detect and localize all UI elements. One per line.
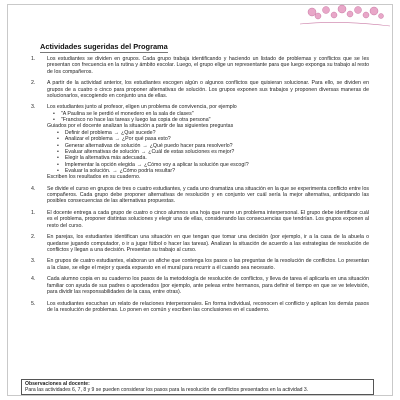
flower-icon xyxy=(308,5,384,19)
item-text: En parejas, los estudiantes identifican una situación en que tengan que tomar una decisión (por ejemplo, ir a la casa de la abuela o quedarse jugando computador, o ir a jugar fútbol o hacer las tareas). Analizan la situación de acuerdo a las estrategias de resolución de conflictos y llegan a una decisión. Presentan su trabajo al curso. xyxy=(47,234,369,253)
example-quote: • "A Paulina se le perdió el monedero en la sala de clases" xyxy=(53,111,369,117)
item-number: 4. xyxy=(31,185,36,192)
item-number: 2. xyxy=(31,80,36,87)
list-item xyxy=(27,210,369,229)
teacher-notes-title: Observaciones al docente: xyxy=(25,381,90,387)
teacher-notes-text: Para las actividades 6, 7, 8 y 9 se pueden considerar los pasos para la resolución de conflictos presentados en la actividad 3. xyxy=(25,387,309,393)
question-item: • Analizar el problema → ¿Por qué pasa esto? xyxy=(57,136,369,142)
item-number: 1. xyxy=(31,56,36,62)
arrow-icon: → xyxy=(142,142,148,149)
list-item xyxy=(27,186,369,205)
list-item-convivencia xyxy=(27,104,369,180)
list-item xyxy=(27,56,369,75)
activities-list xyxy=(27,56,369,318)
list-item xyxy=(27,301,369,314)
item-intro: Los estudiantes junto al profesor, eligen un problema de convivencia, por ejemplo xyxy=(47,104,237,111)
guide-text: Guiados por el docente analizan la situación a partir de las siguientes preguntas xyxy=(47,123,234,130)
list-item xyxy=(27,276,369,295)
arrow-icon: → xyxy=(136,161,143,168)
list-item xyxy=(27,80,369,99)
item-text: A partir de la actividad anterior, los estudiantes escogen algún o algunos conflictos que quisieran solucionar. Para ello, se dividen en grupos de a cuatro o cinco para proponer alternativas de solución. Los grupos exponen sus trabajos y proponen diversas maneras de solucionarlos, escogiendo en conjunto una de ellas. xyxy=(47,80,369,99)
arrow-icon: → xyxy=(113,129,120,136)
question-item: • Elegir la alternativa más adecuada. xyxy=(57,155,369,161)
item-text: Los estudiantes escuchan un relato de relaciones interpersonales. En forma individual, reconocen el conflicto y aplican los demás pasos de la resolución de problemas. Lo ponen en común y escriben las conclusiones en el cuaderno. xyxy=(47,300,369,313)
item-number: 1. xyxy=(31,209,36,216)
item-text: Se divide el curso en grupos de tres o cuatro estudiantes, y cada uno dramatiza una situación en la que se experimenta conflicto entre los compañeros. Cada grupo debe proponer alternativas de resolución y en conjunto ver cuál sería la mejor alternativa, anticipando las posibles consecuencias de las alternativas propuestas. xyxy=(47,185,369,205)
list-item xyxy=(27,234,369,253)
item-text: Los estudiantes se dividen en grupos. Cada grupo trabaja identificando y haciendo un listado de problemas y conflictos que se les presentan con frecuencia en la rutina y ámbito escolar. Luego, el grupo elige un representante para que luego exponga su trabajo al resto de los compañeros. xyxy=(47,56,369,75)
arrow-icon: → xyxy=(140,148,147,155)
item-number: 3. xyxy=(31,258,36,265)
item-number: 4. xyxy=(31,276,36,283)
question-item: • Implementar la opción elegida → ¿Cómo voy a aplicar la solución que escogí? xyxy=(57,162,369,168)
example-quote: • "Francisco no hace las tareas y luego las copia de otra persona" xyxy=(53,117,369,123)
item-text: En grupos de cuatro estudiantes, elaboran un afiche que contenga los pasos o las preguntas de la resolución de conflictos. Lo presentan a la clase, se elige el mejor y queda expuesto en el mural para recurrir a él cuando sea necesario. xyxy=(47,258,369,271)
arrow-icon: → xyxy=(112,167,118,174)
decorative-header xyxy=(0,0,400,32)
question-item: • Generar alternativas de solución → ¿Qué puedo hacer para resolverlo? xyxy=(57,143,369,149)
question-item: • Evaluar la solución. → ¿Cómo podría resultar? xyxy=(57,168,369,174)
item-number: 2. xyxy=(31,234,36,241)
question-item: • Definir del problema → ¿Qué sucede? xyxy=(57,130,369,136)
item-number: 5. xyxy=(31,300,36,307)
page-title: Actividades sugeridas del Programa xyxy=(40,42,168,51)
arrow-icon: → xyxy=(114,136,120,143)
item-text: El docente entrega a cada grupo de cuatro o cinco alumnos una hoja que narre un problema interpersonal. El grupo debe identificar cuál es el problema, proponer distintas soluciones y elegir una de ellas, considerando las consecuencias que tendrían. Los grupos exponen al resto del curso. xyxy=(47,209,369,229)
question-item: • Evaluar alternativas de solución → ¿Cuál de estas soluciones es mejor? xyxy=(57,149,369,155)
item-outro: Escriben los resultados en su cuaderno. xyxy=(47,174,141,181)
list-item xyxy=(27,258,369,271)
item-text: Cada alumno copia en su cuaderno los pasos de la metodología de resolución de conflictos, y lleva de tarea el aplicarla en una situación familiar con ayuda de sus padres o apoderados (por ejemplo, ante peleas entre hermanos, para definir el tiempo en que se ve televisión, para dividir las responsabilidades de la casa, entre otras). xyxy=(47,276,369,295)
item-number: 3. xyxy=(31,104,36,111)
teacher-notes-box xyxy=(21,379,374,395)
